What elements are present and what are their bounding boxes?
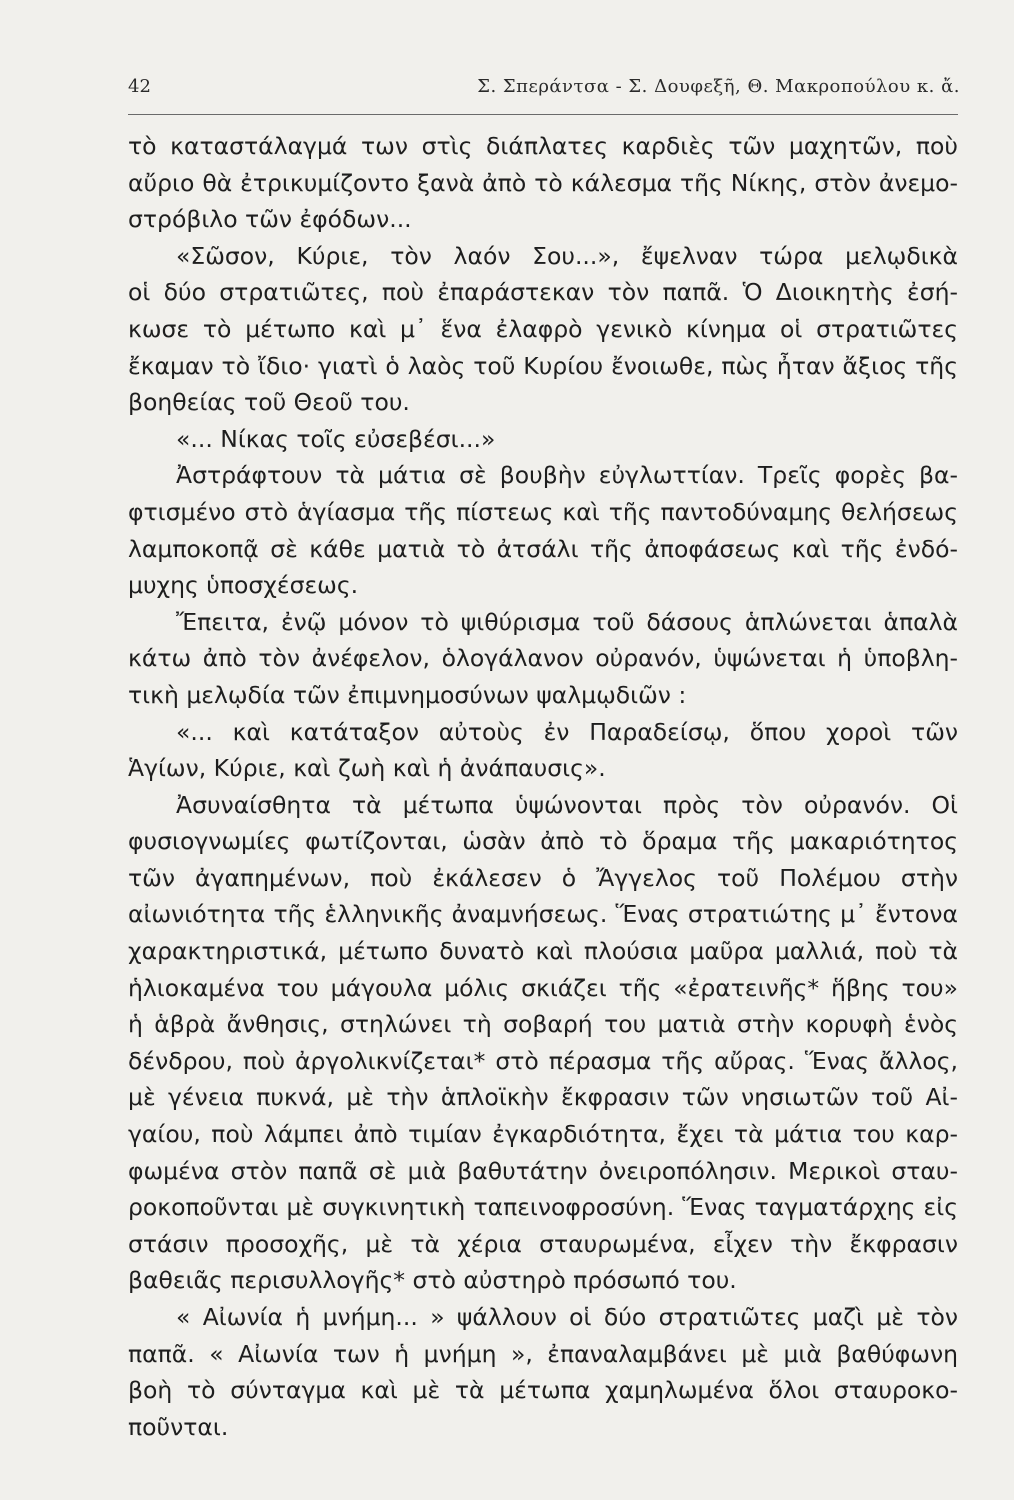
header-rule — [128, 114, 958, 115]
text-line: βοηθείας τοῦ Θεοῦ του. — [128, 388, 410, 417]
text-line: αἰωνιότητα τῆς ἑλληνικῆς ἀναμνήσεως. Ἕνας στρατιώτης μ᾽ ἔντονα — [128, 900, 958, 929]
text-line: ἔκαμαν τὸ ἴδιο· γιατὶ ὁ λαὸς τοῦ Κυρίου ἔνοιωθε, πὼς ἦταν ἄξιος τῆς — [128, 351, 958, 380]
text-line: μὲ γένεια πυκνά, μὲ τὴν ἁπλοϊκὴν ἔκφρασιν τῶν νησιωτῶν τοῦ Αἰ- — [128, 1083, 958, 1112]
text-line: «... Νίκας τοῖς εὐσεβέσι...» — [176, 424, 496, 453]
text-line: φυσιογνωμίες φωτίζονται, ὡσὰν ἀπὸ τὸ ὅραμα τῆς μακαριότητος — [128, 827, 958, 856]
text-line: Ἀστράφτουν τὰ μάτια σὲ βουβὴν εὐγλωττίαν. Τρεῖς φορὲς βα- — [176, 461, 958, 490]
text-line: οἱ δύο στρατιῶτες, ποὺ ἐπαράστεκαν τὸν παπᾶ. Ὁ Διοικητὴς ἐσή- — [128, 278, 958, 307]
text-line: στρόβιλο τῶν ἐφόδων... — [128, 205, 412, 234]
page-header — [128, 76, 960, 106]
text-line: στάσιν προσοχῆς, μὲ τὰ χέρια σταυρωμένα, εἶχεν τὴν ἔκφρασιν — [128, 1229, 958, 1258]
text-line: Ἔπειτα, ἐνῷ μόνον τὸ ψιθύρισμα τοῦ δάσους ἁπλώνεται ἁπαλὰ — [176, 607, 958, 636]
text-line: τῶν ἀγαπημένων, ποὺ ἐκάλεσεν ὁ Ἄγγελος τοῦ Πολέμου στὴν — [128, 863, 958, 892]
text-line: φτισμένο στὸ ἁγίασμα τῆς πίστεως καὶ τῆς παντοδύναμης θελήσεως — [128, 497, 958, 526]
text-line: βοὴ τὸ σύνταγμα καὶ μὲ τὰ μέτωπα χαμηλωμένα ὅλοι σταυροκο- — [128, 1376, 958, 1405]
text-line: φωμένα στὸν παπᾶ σὲ μιὰ βαθυτάτην ὀνειροπόλησιν. Μερικοὶ σταυ- — [128, 1156, 958, 1185]
text-line: « Αἰωνία ἡ μνήμη... » ψάλλουν οἱ δύο στρατιῶτες μαζὶ μὲ τὸν — [176, 1303, 958, 1331]
text-line: τικὴ μελῳδία τῶν ἐπιμνημοσύνων ψαλμῳδιῶν : — [128, 680, 687, 709]
text-line: δένδρου, ποὺ ἀργολικνίζεται* στὸ πέρασμα τῆς αὔρας. Ἕνας ἄλλος, — [128, 1046, 958, 1075]
text-line: μυχης ὑποσχέσεως. — [128, 571, 359, 600]
text-line: τὸ καταστάλαγμά των στὶς διάπλατες καρδιὲς τῶν μαχητῶν, ποὺ — [128, 132, 958, 160]
text-line: βαθειᾶς περισυλλογῆς* στὸ αὐστηρὸ πρόσωπό του. — [128, 1266, 737, 1295]
text-line: γαίου, ποὺ λάμπει ἀπὸ τιμίαν ἐγκαρδιότητα, ἔχει τὰ μάτια του καρ- — [128, 1120, 958, 1149]
text-line: αὔριο θὰ ἐτρικυμίζοντο ξανὰ ἀπὸ τὸ κάλεσμα τῆς Νίκης, στὸν ἀνεμο- — [128, 168, 958, 197]
text-line: κάτω ἀπὸ τὸν ἀνέφελον, ὁλογάλανον οὐρανόν, ὑψώνεται ἡ ὑποβλη- — [128, 644, 958, 673]
text-line: Ἀσυναίσθητα τὰ μέτωπα ὑψώνονται πρὸς τὸν οὐρανόν. Οἱ — [176, 790, 958, 819]
body-text — [128, 128, 958, 1445]
text-line: λαμποκοπᾷ σὲ κάθε ματιὰ τὸ ἀτσάλι τῆς ἀποφάσεως καὶ τῆς ἐνδό- — [128, 534, 958, 563]
running-head: Σ. Σπεράντσα - Σ. Δουφεξῆ, Θ. Μακροπούλου κ. ἄ. — [477, 76, 960, 97]
text-line: ποῦνται. — [128, 1412, 229, 1441]
text-line: «... καὶ κατάταξον αὐτοὺς ἐν Παραδείσῳ, ὅπου χοροὶ τῶν — [176, 717, 958, 746]
text-line: χαρακτηριστικά, μέτωπο δυνατὸ καὶ πλούσια μαῦρα μαλλιά, ποὺ τὰ — [128, 937, 958, 966]
text-line: ἡ ἁβρὰ ἄνθησις, στηλώνει τὴ σοβαρή του ματιὰ στὴν κορυφὴ ἑνὸς — [128, 1010, 958, 1039]
text-line: «Σῶσον, Κύριε, τὸν λαόν Σου...», ἔψελναν τώρα μελῳδικὰ — [176, 241, 958, 270]
text-line: κωσε τὸ μέτωπο καὶ μ᾽ ἕνα ἐλαφρὸ γενικὸ κίνημα οἱ στρατιῶτες — [128, 314, 958, 343]
text-line: ἡλιοκαμένα του μάγουλα μόλις σκιάζει τῆς «ἐρατεινῆς* ἥβης του» — [128, 973, 958, 1002]
text-line: ροκοποῦνται μὲ συγκινητικὴ ταπεινοφροσύνη. Ἕνας ταγματάρχης εἰς — [128, 1193, 958, 1222]
page-number: 42 — [128, 76, 151, 97]
text-line: Ἁγίων, Κύριε, καὶ ζωὴ καὶ ἡ ἀνάπαυσις». — [128, 754, 606, 783]
text-line: παπᾶ. « Αἰωνία των ἡ μνήμη », ἐπαναλαμβάνει μὲ μιὰ βαθύφωνη — [128, 1339, 958, 1368]
